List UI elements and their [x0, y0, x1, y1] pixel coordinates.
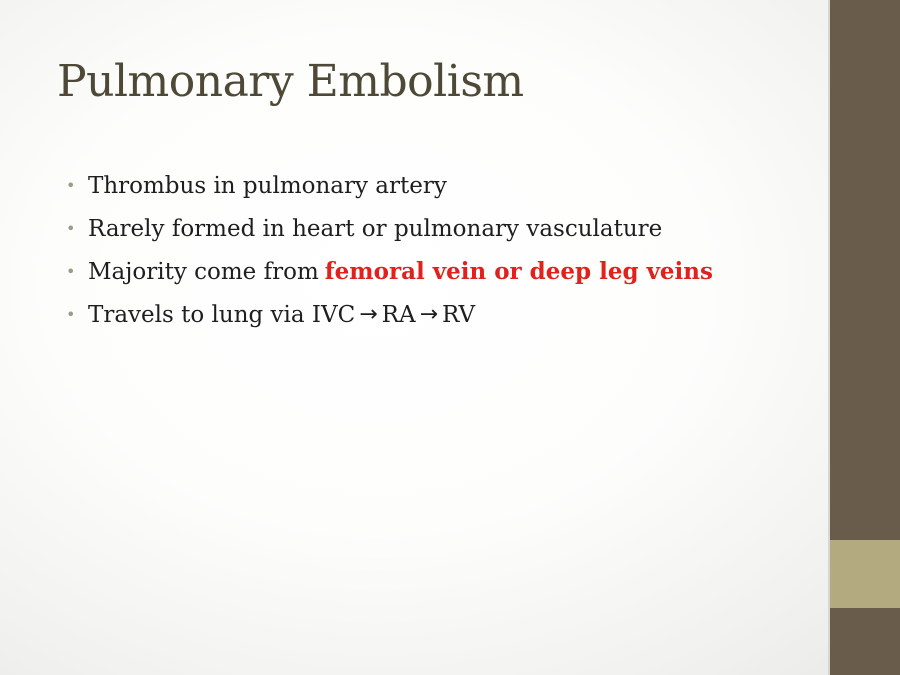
- bullet-item: [66, 250, 713, 293]
- slide-title: Pulmonary Embolism: [57, 56, 524, 107]
- bullet-icon: •: [66, 218, 76, 238]
- right-arrow-icon: →: [359, 301, 378, 327]
- bullet-icon: •: [66, 175, 76, 195]
- bullet-list: [66, 164, 713, 336]
- right-arrow-icon: →: [419, 301, 439, 327]
- bullet-highlight-text: femoral vein or deep leg veins: [324, 257, 713, 285]
- bullet-text-rv: RV: [442, 301, 476, 328]
- bullet-icon: •: [66, 261, 76, 281]
- bullet-text-ra: RA: [381, 301, 416, 328]
- side-bar-accent: [830, 540, 900, 608]
- bullet-item: [66, 164, 713, 207]
- bullet-text: Thrombus in pulmonary artery: [88, 172, 447, 199]
- bullet-item: [66, 207, 713, 250]
- bullet-text: Majority come from: [88, 258, 319, 285]
- bullet-text: Rarely formed in heart or pulmonary vasculature: [88, 215, 663, 242]
- bullet-text: Travels to lung via IVC: [88, 301, 356, 328]
- bullet-icon: •: [66, 304, 76, 324]
- bullet-item: [66, 293, 713, 336]
